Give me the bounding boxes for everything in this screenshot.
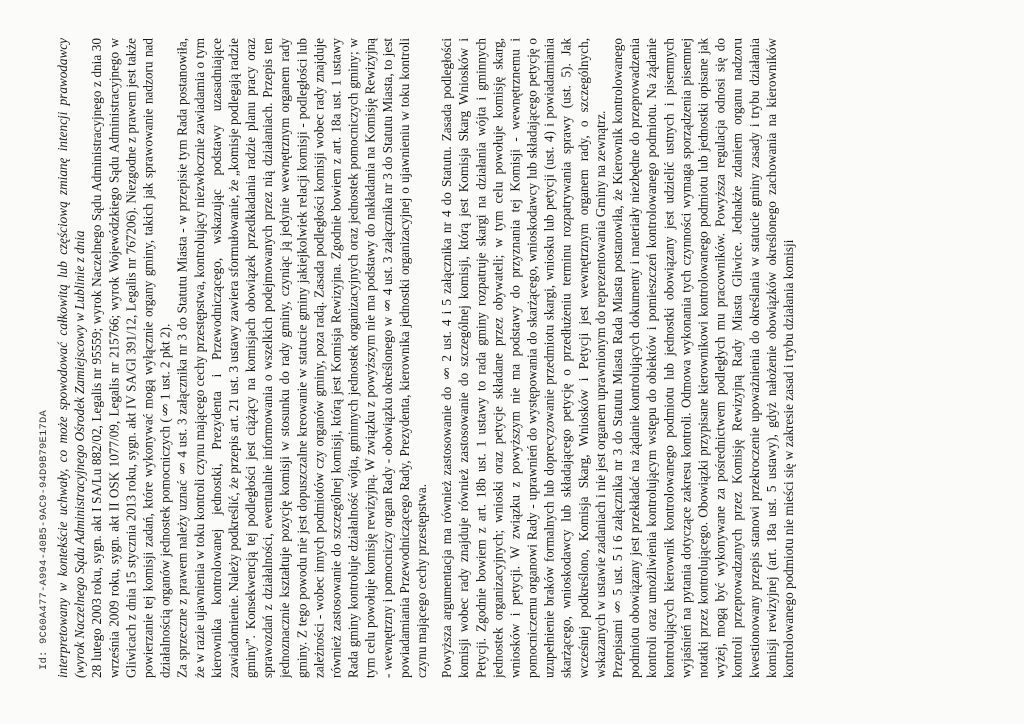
paragraph-4: Powyższa argumentacja ma również zastosowanie do § 2 ust. 4 i 5 załącznika nr 4 do Statutu. Zasada podległości komisji wobec rady znajduje również zastosowanie do szczególnej komisji, którą jest Komisja Skarg Wniosków i Petycji. Zgodnie bowiem z art. 18b ust. 1 ustawy to rada gminy rozpatruje skargi na działania wójta i gminnych jednostek organizacyjnych; wnioski oraz petycje składane przez obywateli; w tym celu powołuje komisję skarg, wniosków i petycji. W związku z powyższym nie ma podstawy do przyznania tej Komisji - wewnętrznemu i pomocniczemu organowi Rady - uprawnień do występowania do skarżącego, wnioskodawcy lub składającego petycję o uzupełnienie braków formalnych lub doprecyzowanie przedmiotu skargi, wniosku lub petycji (ust. 4) i powiadamiania skarżącego, wnioskodawcy lub składającego petycję o przedłużeniu terminu rozpatrywania sprawy (ust. 5). Jak wcześniej podkreślono, Komisja Skarg, Wniosków i Petycji jest wewnętrznym organem rady, o szczególnych, wskazanych w ustawie zadaniach i nie jest organem uprawnionym do reprezentowania Gminy na zewnątrz. [439, 38, 608, 678]
paragraph-3: Za sprzeczne z prawem należy uznać § 4 ust. 3 załącznika nr 3 do Statutu Miasta - w przepisie tym Rada postanowiła, że w razie ujawnienia w toku kontroli czynu mającego cechy przestępstwa, kontrolujący niezwłocznie zawiadamia o tym kierownika kontrolowanej jednostki, Prezydenta i Przewodniczącego, wskazując podstawy uzasadniające zawiadomienie. Należy podkreślić, że przepis art. 21 ust. 3 ustawy zawiera sformułowanie, że „komisje podlegają radzie gminy”. Konsekwencją tej podległości jest ciążący na komisjach obowiązek przedkładania radzie planu pracy oraz sprawozdań z działalności, ewentualnie informowania o wszelkich podejmowanych przez nią działaniach. Przepis ten jednoznacznie kształtuje pozycję komisji w stosunku do rady gminy, czyniąc ją jedynie wewnętrznym organem rady gminy. Z tego powodu nie jest dopuszczalne kreowanie w statucie gminy jakiejkolwiek relacji komisji - podległości lub zależności - wobec innych podmiotów czy organów gminy, poza radą. Zasada podległości komisji wobec rady znajduje również zastosowanie do szczególnej komisji, którą jest Komisja Rewizyjna. Zgodnie bowiem z art. 18a ust. 1 ustawy Rada gminy kontroluje działalność wójta, gminnych jednostek organizacyjnych oraz jednostek pomocniczych gminy; w tym celu powołuje komisję rewizyjną. W związku z powyższym nie ma podstawy do nakładania na Komisję Rewizyjną - wewnętrzny i pomocniczy organ Rady - obowiązku określonego w § 4 ust. 3 załącznika nr 3 do Statutu Miasta, to jest powiadamiania Przewodniczącego Rady, Prezydenta, kierownika jednostki organizacyjnej o ujawnieniu w toku kontroli czynu mającego cechy przestępstwa. [174, 38, 429, 678]
paragraph-2: 28 lutego 2003 roku, sygn. akt I SA/Lu 882/02, Legalis nr 95559; wyrok Naczelnego Sądu Administracyjnego z dnia 30 września 2009 roku, sygn. akt II OSK 1077/09, Legalis nr 215766; wyrok Wojewódzkiego Sądu Administracyjnego w Gliwicach z dnia 15 stycznia 2013 roku, sygn. akt IV SA/Gl 391/12, Legalis nr 767206). Niezgodne z prawem jest także powierzanie tej komisji zadań, które wykonywać mogą wyłącznie organy gminy, takich jak sprawowanie nadzoru nad działalnością organów jednostek pomocniczych (§ 1 ust. 2 pkt 2). [89, 38, 173, 678]
document-body [54, 38, 934, 678]
paragraph-5: Przepisami § 5 ust. 5 i 6 załącznika nr 3 do Statutu Miasta Rada Miasta postanowiła, że Kierownik kontrolowanego podmiotu obowiązany jest przekładać na żądanie kontrolujących dokumenty i materiały niezbędne do przeprowadzenia kontroli oraz umożliwienia kontrolującym wstępu do obiektów i pomieszczeń kontrolowanego podmiotu. Na żądanie kontrolujących kierownik kontrolowanego podmiotu lub jednostki obowiązany jest udzielić ustnych i pisemnych wyjaśnień na pytania dotyczące zakresu kontroli. Odmowa wykonania tych czynności wymaga sporządzenia pisemnej notatki przez kontrolującego. Obowiązki przypisane kierownikowi kontrolowanego podmiotu lub jednostki opisane jak wyżej, mogą być wykonywane za pośrednictwem podległych mu pracowników. Powyższa regulacja odnosi się do kontroli przeprowadzanych przez Komisję Rewizyjną Rady Miasta Gliwice. Jednakże zdaniem organu nadzoru kwestionowany przepis stanowi przekroczenie upoważnienia do określania w statucie gminy zasady i trybu działania komisji rewizyjnej (art. 18a ust. 5 ustawy), gdyż nałożenie obowiązków określonego zachowania na kierowników kontrolowanego podmiotu nie mieści się w zakresie zasad i trybu działania komisji [610, 38, 796, 678]
paragraph-1: interpretowany w kontekście uchwały, co może spowodować całkowitą lub częściową zmianę intencji prawodawcy (wyrok Naczelnego Sądu Administracyjnego Ośrodek Zamiejscowy w Lublinie z dnia [55, 38, 88, 678]
document-identifier: Id: 9C60A477-A994-40B5-9AC9-94D9B79E17DA [38, 409, 50, 670]
